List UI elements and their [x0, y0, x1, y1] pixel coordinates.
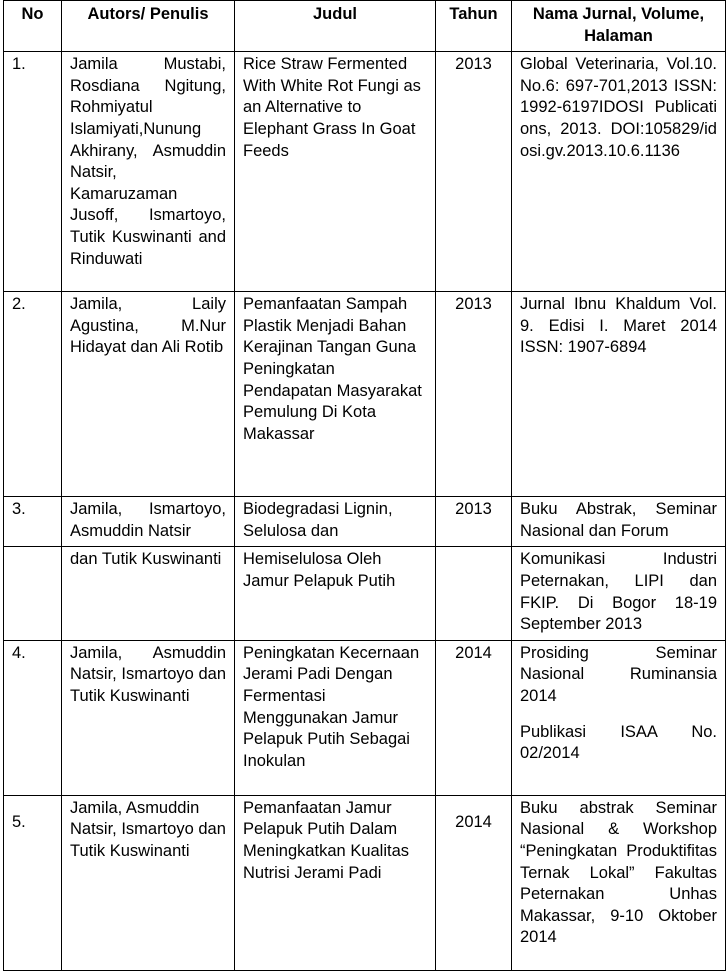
row-title: Biodegradasi Lignin, Selulosa dan [235, 497, 436, 547]
row-title-continued: Hemiselulosa Oleh Jamur Pelapuk Putih [235, 547, 436, 640]
row-authors: Jamila, Ismartoyo, Asmuddin Natsir [62, 497, 235, 547]
table-row [4, 292, 726, 497]
table-row-continued [4, 547, 726, 640]
row-year: 2013 [436, 52, 512, 292]
row-year-empty [436, 547, 512, 640]
row-year: 2013 [436, 292, 512, 497]
row-number: 3. [4, 497, 62, 547]
table-row [4, 795, 726, 970]
row-title: Peningkatan Kecernaan Jerami Padi Dengan Fermentasi Menggunakan Jamur Pelapuk Putih Sebagai Inokulan [235, 640, 436, 795]
header-row [4, 1, 726, 52]
row-authors: Jamila, Laily Agustina, M.Nur Hidayat dan Ali Rotib [62, 292, 235, 497]
row-journal-line-2: Publikasi ISAA No. 02/2014 [520, 722, 717, 763]
row-journal: Buku abstrak Seminar Nasional & Workshop “Peningkatan Produktifitas Ternak Lokal” Fakultas Peternakan Unhas Makassar, 9-10 Oktober 2014 [512, 795, 726, 970]
row-journal [512, 640, 726, 795]
row-journal-line-1: Prosiding Seminar Nasional Ruminansia 2014 [520, 643, 717, 705]
table-row [4, 640, 726, 795]
header-journal: Nama Jurnal, Volume, Halaman [512, 1, 726, 52]
row-title: Pemanfaatan Sampah Plastik Menjadi Bahan Kerajinan Tangan Guna Peningkatan Pendapatan Masyarakat Pemulung Di Kota Makassar [235, 292, 436, 497]
row-authors: Jamila Mustabi, Rosdiana Ngitung, Rohmiyatul Islamiyati,Nunung Akhirany, Asmuddin Natsir, Kamaruzaman Jusoff, Ismartoyo, Tutik Kuswinanti and Rinduwati [62, 52, 235, 292]
row-year: 2014 [436, 795, 512, 970]
header-year: Tahun [436, 1, 512, 52]
row-year: 2014 [436, 640, 512, 795]
row-authors-continued: dan Tutik Kuswinanti [62, 547, 235, 640]
row-journal: Buku Abstrak, Seminar Nasional dan Forum [512, 497, 726, 547]
row-title: Pemanfaatan Jamur Pelapuk Putih Dalam Meningkatkan Kualitas Nutrisi Jerami Padi [235, 795, 436, 970]
row-number: 2. [4, 292, 62, 497]
row-number-empty [4, 547, 62, 640]
row-number: 1. [4, 52, 62, 292]
header-title: Judul [235, 1, 436, 52]
table-row [4, 497, 726, 547]
row-journal: Jurnal Ibnu Khaldum Vol. 9. Edisi I. Maret 2014 ISSN: 1907-6894 [512, 292, 726, 497]
row-journal-continued: Komunikasi Industri Peternakan, LIPI dan FKIP. Di Bogor 18-19 September 2013 [512, 547, 726, 640]
row-authors: Jamila, Asmuddin Natsir, Ismartoyo dan Tutik Kuswinanti [62, 795, 235, 970]
row-journal: Global Veterinaria, Vol.10. No.6: 697-701,2013 ISSN: 1992-6197IDOSI Publications, 2013. DOI:105829/idosi.gv.2013.10.6.1136 [512, 52, 726, 292]
publications-table [3, 0, 726, 971]
row-title: Rice Straw Fermented With White Rot Fungi as an Alternative to Elephant Grass In Goat Feeds [235, 52, 436, 292]
row-number: 5. [4, 795, 62, 970]
header-authors: Autors/ Penulis [62, 1, 235, 52]
row-year: 2013 [436, 497, 512, 547]
row-number: 4. [4, 640, 62, 795]
row-authors: Jamila, Asmuddin Natsir, Ismartoyo dan Tutik Kuswinanti [62, 640, 235, 795]
header-no: No [4, 1, 62, 52]
table-row [4, 52, 726, 292]
